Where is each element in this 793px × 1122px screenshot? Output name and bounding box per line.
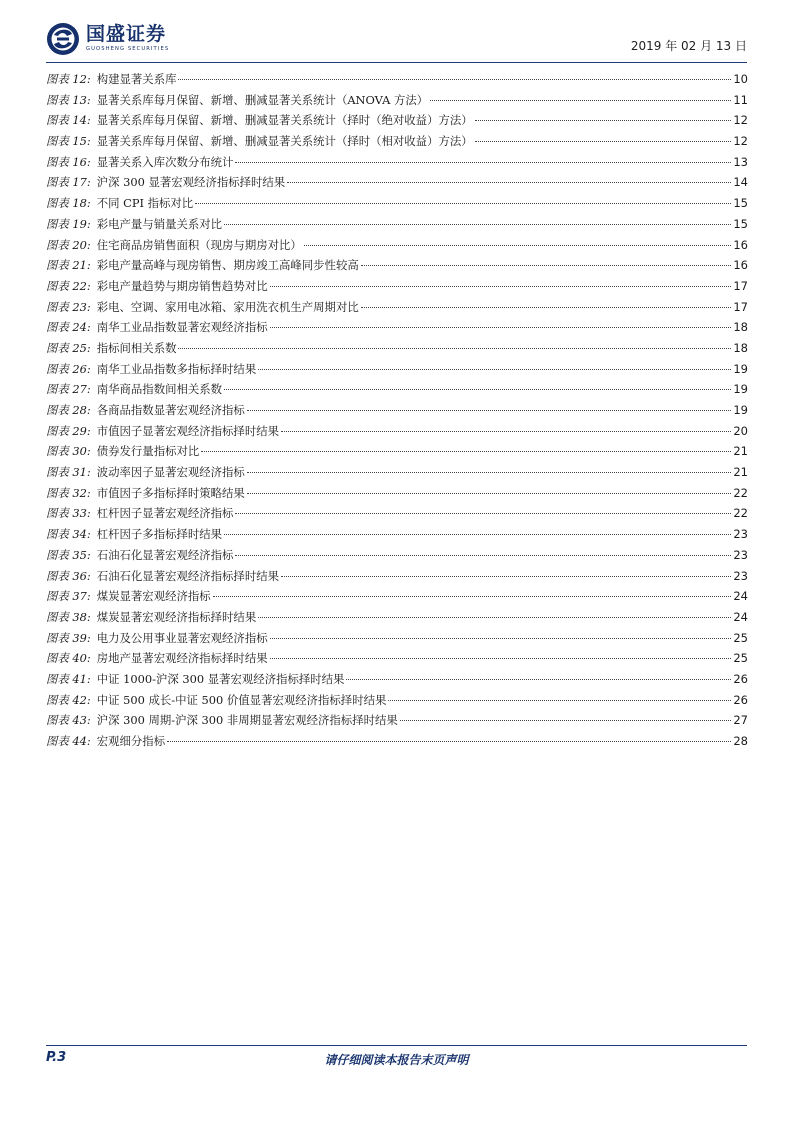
toc-entry-title: 煤炭显著宏观经济指标择时结果 — [96, 609, 257, 624]
toc-entry-label: 图表 33: — [46, 506, 91, 521]
toc-entry-title: 显著关系库每月保留、新增、删减显著关系统计（择时（绝对收益）方法） — [96, 113, 473, 128]
toc-entry-label: 图表 34: — [46, 527, 91, 542]
footer-disclaimer: 请仔细阅读本报告末页声明 — [324, 1053, 469, 1067]
toc-entry-label: 图表 42: — [46, 692, 91, 707]
toc-entry[interactable] — [46, 90, 748, 111]
toc-entry[interactable] — [46, 441, 748, 462]
toc-entry-title: 沪深 300 周期-沪深 300 非周期显著宏观经济指标择时结果 — [96, 713, 398, 728]
toc-entry[interactable] — [46, 317, 748, 338]
brand-logo — [46, 22, 169, 56]
toc-dot-leader — [247, 493, 732, 494]
toc-entry-page: 25 — [733, 630, 748, 645]
toc-entry-page: 22 — [733, 506, 748, 521]
toc-entry-page: 18 — [733, 340, 748, 355]
toc-dot-leader — [178, 79, 731, 80]
toc-entry[interactable] — [46, 503, 748, 524]
page-number: P.3 — [46, 1050, 67, 1065]
toc-entry-page: 24 — [733, 589, 748, 604]
toc-entry-title: 煤炭显著宏观经济指标 — [96, 589, 211, 604]
toc-dot-leader — [224, 389, 731, 390]
toc-entry-label: 图表 36: — [46, 568, 91, 583]
toc-dot-leader — [235, 513, 731, 514]
toc-entry[interactable] — [46, 628, 748, 649]
toc-entry-page: 16 — [733, 237, 748, 252]
toc-entry-title: 杠杆因子显著宏观经济指标 — [96, 506, 234, 521]
toc-entry-title: 宏观细分指标 — [96, 734, 166, 748]
toc-entry-label: 图表 21: — [46, 258, 91, 273]
toc-dot-leader — [258, 617, 731, 618]
toc-dot-leader — [361, 307, 732, 308]
toc-dot-leader — [304, 245, 732, 246]
toc-dot-leader — [400, 720, 732, 721]
toc-dot-leader — [281, 576, 731, 577]
toc-entry[interactable] — [46, 669, 748, 690]
toc-entry-label: 图表 29: — [46, 423, 91, 438]
toc-dot-leader — [235, 555, 731, 556]
toc-entry-page: 23 — [733, 568, 748, 583]
toc-entry-label: 图表 43: — [46, 713, 91, 728]
toc-entry-page: 19 — [733, 382, 748, 397]
toc-dot-leader — [247, 472, 732, 473]
toc-entry-label: 图表 14: — [46, 113, 91, 128]
brand-name: 国盛证券 — [86, 23, 167, 45]
toc-entry-label: 图表 25: — [46, 340, 91, 355]
toc-dot-leader — [270, 658, 732, 659]
toc-dot-leader — [213, 596, 732, 597]
toc-dot-leader — [270, 327, 732, 328]
toc-entry-title: 石油石化显著宏观经济指标 — [96, 547, 234, 562]
brand-subtitle: GUOSHENG SECURITIES — [86, 46, 170, 52]
toc-dot-leader — [281, 431, 731, 432]
toc-entry[interactable] — [46, 359, 748, 380]
toc-entry-title: 显著关系入库次数分布统计 — [96, 154, 234, 169]
toc-entry-label: 图表 32: — [46, 485, 91, 500]
toc-dot-leader — [361, 265, 732, 266]
toc-entry[interactable] — [46, 193, 748, 214]
toc-entry-label: 图表 19: — [46, 216, 91, 231]
toc-dot-leader — [258, 369, 731, 370]
toc-entry-page: 20 — [733, 423, 748, 438]
toc-dot-leader — [224, 534, 731, 535]
toc-entry[interactable] — [46, 235, 748, 256]
toc-entry-label: 图表 18: — [46, 196, 91, 211]
toc-entry-page: 19 — [733, 403, 748, 417]
toc-entry[interactable] — [46, 607, 748, 628]
toc-entry[interactable] — [46, 152, 748, 173]
toc-dot-leader — [346, 679, 731, 680]
toc-entry-title: 彩电产量与销量关系对比 — [96, 216, 223, 231]
toc-entry[interactable] — [46, 110, 748, 131]
toc-entry-label: 图表 17: — [46, 175, 91, 190]
toc-dot-leader — [201, 451, 731, 452]
toc-entry-title: 南华工业品指数显著宏观经济指标 — [96, 320, 268, 335]
toc-dot-leader — [430, 100, 731, 101]
brand-logo-icon — [46, 22, 80, 56]
toc-entry-title: 中证 500 成长-中证 500 价值显著宏观经济指标择时结果 — [96, 692, 387, 707]
footer-divider — [46, 1045, 747, 1046]
toc-entry-label: 图表 41: — [46, 671, 91, 686]
toc-dot-leader — [178, 348, 731, 349]
toc-dot-leader — [235, 162, 731, 163]
toc-dot-leader — [475, 120, 732, 121]
toc-entry-label: 图表 37: — [46, 589, 91, 604]
toc-entry-page: 26 — [733, 671, 748, 686]
toc-entry-page: 16 — [733, 258, 748, 273]
toc-entry-title: 房地产显著宏观经济指标择时结果 — [96, 651, 268, 666]
toc-entry-label: 图表 20: — [46, 237, 91, 252]
toc-entry-label: 图表 16: — [46, 154, 91, 169]
toc-entry[interactable] — [46, 731, 748, 752]
toc-dot-leader — [247, 410, 732, 411]
toc-entry-label: 图表 30: — [46, 444, 91, 459]
toc-entry-title: 显著关系库每月保留、新增、删减显著关系统计（ANOVA 方法） — [96, 92, 429, 107]
toc-entry[interactable] — [46, 586, 748, 607]
toc-entry-label: 图表 44: — [46, 734, 91, 748]
toc-entry-page: 21 — [733, 465, 748, 480]
toc-entry-title: 构建显著关系库 — [96, 72, 177, 86]
toc-entry[interactable] — [46, 379, 748, 400]
toc-entry[interactable] — [46, 462, 748, 483]
toc-entry[interactable] — [46, 172, 748, 193]
toc-entry-title: 不同 CPI 指标对比 — [96, 196, 194, 211]
toc-entry-label: 图表 23: — [46, 299, 91, 314]
toc-dot-leader — [224, 224, 731, 225]
toc-entry[interactable] — [46, 648, 748, 669]
toc-entry-title: 指标间相关系数 — [96, 340, 177, 355]
toc-entry-page: 11 — [733, 92, 748, 107]
toc-entry-title: 沪深 300 显著宏观经济指标择时结果 — [96, 175, 286, 190]
toc-entry-label: 图表 38: — [46, 609, 91, 624]
toc-entry-label: 图表 22: — [46, 278, 91, 293]
toc-entry-page: 25 — [733, 651, 748, 666]
toc-entry[interactable] — [46, 214, 748, 235]
toc-entry-page: 15 — [733, 216, 748, 231]
toc-entry-page: 14 — [733, 175, 748, 190]
table-of-figures — [46, 69, 748, 752]
toc-entry[interactable] — [46, 69, 748, 90]
toc-entry-page: 15 — [733, 196, 748, 211]
toc-entry-title: 市值因子显著宏观经济指标择时结果 — [96, 423, 279, 438]
toc-entry-title: 彩电、空调、家用电冰箱、家用洗衣机生产周期对比 — [96, 299, 359, 314]
toc-entry[interactable] — [46, 710, 748, 731]
toc-entry-page: 18 — [733, 320, 748, 335]
toc-entry-title: 杠杆因子多指标择时结果 — [96, 527, 223, 542]
toc-entry-page: 22 — [733, 485, 748, 500]
toc-entry[interactable] — [46, 690, 748, 711]
toc-entry[interactable] — [46, 483, 748, 504]
toc-entry-title: 显著关系库每月保留、新增、删减显著关系统计（择时（相对收益）方法） — [96, 134, 473, 149]
toc-entry[interactable] — [46, 421, 748, 442]
toc-entry-title: 中证 1000-沪深 300 显著宏观经济指标择时结果 — [96, 671, 345, 686]
toc-entry-page: 23 — [733, 527, 748, 542]
toc-dot-leader — [270, 286, 732, 287]
toc-entry[interactable] — [46, 566, 748, 587]
toc-entry-page: 23 — [733, 547, 748, 562]
toc-entry-title: 市值因子多指标择时策略结果 — [96, 485, 245, 500]
toc-entry-title: 南华商品指数间相关系数 — [96, 382, 223, 397]
toc-entry[interactable] — [46, 545, 748, 566]
toc-entry[interactable] — [46, 338, 748, 359]
page-header — [46, 22, 747, 64]
toc-entry-title: 石油石化显著宏观经济指标择时结果 — [96, 568, 279, 583]
toc-entry-label: 图表 12: — [46, 72, 91, 86]
toc-entry-page: 13 — [733, 154, 748, 169]
toc-entry-title: 债券发行量指标对比 — [96, 444, 200, 459]
toc-entry-title: 电力及公用事业显著宏观经济指标 — [96, 630, 268, 645]
toc-entry[interactable] — [46, 276, 748, 297]
toc-entry-page: 21 — [733, 444, 748, 459]
toc-dot-leader — [167, 741, 731, 742]
header-divider — [46, 62, 747, 63]
toc-entry-page: 12 — [733, 134, 748, 149]
toc-entry-title: 各商品指数显著宏观经济指标 — [96, 403, 245, 417]
toc-entry-page: 12 — [733, 113, 748, 128]
toc-entry[interactable] — [46, 297, 748, 318]
toc-entry-label: 图表 31: — [46, 465, 91, 480]
toc-entry-title: 彩电产量高峰与现房销售、期房竣工高峰同步性较高 — [96, 258, 359, 273]
toc-entry[interactable] — [46, 131, 748, 152]
toc-entry-label: 图表 15: — [46, 134, 91, 149]
toc-entry-label: 图表 35: — [46, 547, 91, 562]
toc-dot-leader — [388, 700, 731, 701]
toc-entry-page: 27 — [733, 713, 748, 728]
toc-entry-label: 图表 40: — [46, 651, 91, 666]
toc-entry-title: 住宅商品房销售面积（现房与期房对比） — [96, 237, 302, 252]
toc-entry-label: 图表 39: — [46, 630, 91, 645]
toc-entry-page: 28 — [733, 734, 748, 748]
toc-entry[interactable] — [46, 524, 748, 545]
toc-entry-page: 10 — [733, 72, 748, 86]
report-date: 2019 年 02 月 13 日 — [630, 39, 747, 53]
toc-entry-title: 波动率因子显著宏观经济指标 — [96, 465, 245, 480]
toc-entry[interactable] — [46, 400, 748, 421]
toc-entry-title: 南华工业品指数多指标择时结果 — [96, 361, 257, 376]
toc-entry-label: 图表 13: — [46, 92, 91, 107]
toc-entry-label: 图表 26: — [46, 361, 91, 376]
toc-entry-page: 17 — [733, 299, 748, 314]
toc-entry-page: 26 — [733, 692, 748, 707]
toc-dot-leader — [287, 182, 731, 183]
toc-entry[interactable] — [46, 255, 748, 276]
toc-entry-label: 图表 27: — [46, 382, 91, 397]
toc-dot-leader — [195, 203, 731, 204]
toc-entry-label: 图表 28: — [46, 403, 91, 417]
toc-entry-page: 17 — [733, 278, 748, 293]
toc-entry-page: 19 — [733, 361, 748, 376]
toc-entry-label: 图表 24: — [46, 320, 91, 335]
toc-dot-leader — [475, 141, 732, 142]
toc-dot-leader — [270, 638, 732, 639]
toc-entry-title: 彩电产量趋势与期房销售趋势对比 — [96, 278, 268, 293]
toc-entry-page: 24 — [733, 609, 748, 624]
